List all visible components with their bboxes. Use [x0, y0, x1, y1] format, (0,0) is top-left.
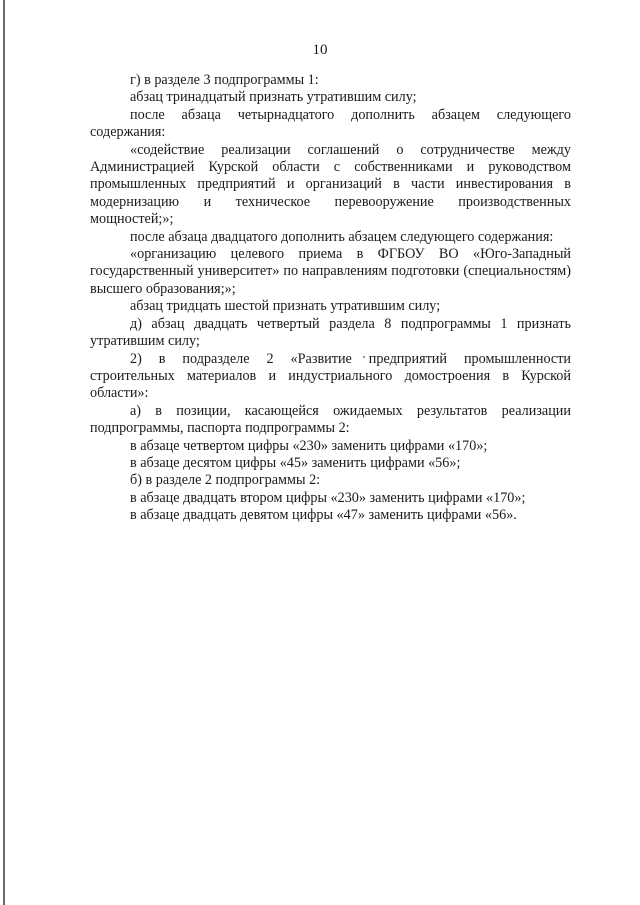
- paragraph: в абзаце четвертом цифры «230» заменить цифрами «170»;: [130, 437, 488, 454]
- paragraph: абзац тридцать шестой признать утратившим силу;: [130, 298, 441, 315]
- page-number: 10: [312, 42, 328, 58]
- paragraph: 2) в подразделе 2 «Развитие предприятий промышленности строительных материалов и индустриального домостроения в Курской области»:: [90, 350, 571, 402]
- paragraph: б) в разделе 2 подпрограммы 2:: [130, 472, 321, 489]
- document-body: [90, 72, 571, 525]
- paragraph: абзац тринадцатый признать утратившим силу;: [130, 89, 417, 106]
- quoted-paragraph: «организацию целевого приема в ФГБОУ ВО «Юго-Западный государственный университет» по направлениям подготовки (специальностям) высшего образования;»;: [90, 246, 571, 297]
- paragraph: в абзаце двадцать втором цифры «230» заменить цифрами «170»;: [130, 489, 526, 506]
- paragraph: после абзаца двадцатого дополнить абзацем следующего содержания:: [130, 228, 554, 245]
- quoted-paragraph: «содействие реализации соглашений о сотрудничестве между Администрацией Курской области с собственниками и руководством промышленных предприятий и организаций в части инвестирования в модернизацию и техническое перевооружение производственных мощностей;»;: [90, 141, 571, 228]
- scan-left-edge: [3, 0, 5, 905]
- paragraph: г) в разделе 3 подпрограммы 1:: [130, 72, 319, 88]
- paragraph: в абзаце двадцать девятом цифры «47» заменить цифрами «56».: [130, 507, 517, 524]
- paragraph: а) в позиции, касающейся ожидаемых результатов реализации подпрограммы, паспорта подпрограммы 2:: [90, 402, 571, 437]
- paragraph: в абзаце десятом цифры «45» заменить цифрами «56»;: [130, 454, 461, 471]
- paragraph: после абзаца четырнадцатого дополнить абзацем следующего содержания:: [90, 106, 571, 141]
- paragraph: д) абзац двадцать четвертый раздела 8 подпрограммы 1 признать утратившим силу;: [90, 315, 571, 350]
